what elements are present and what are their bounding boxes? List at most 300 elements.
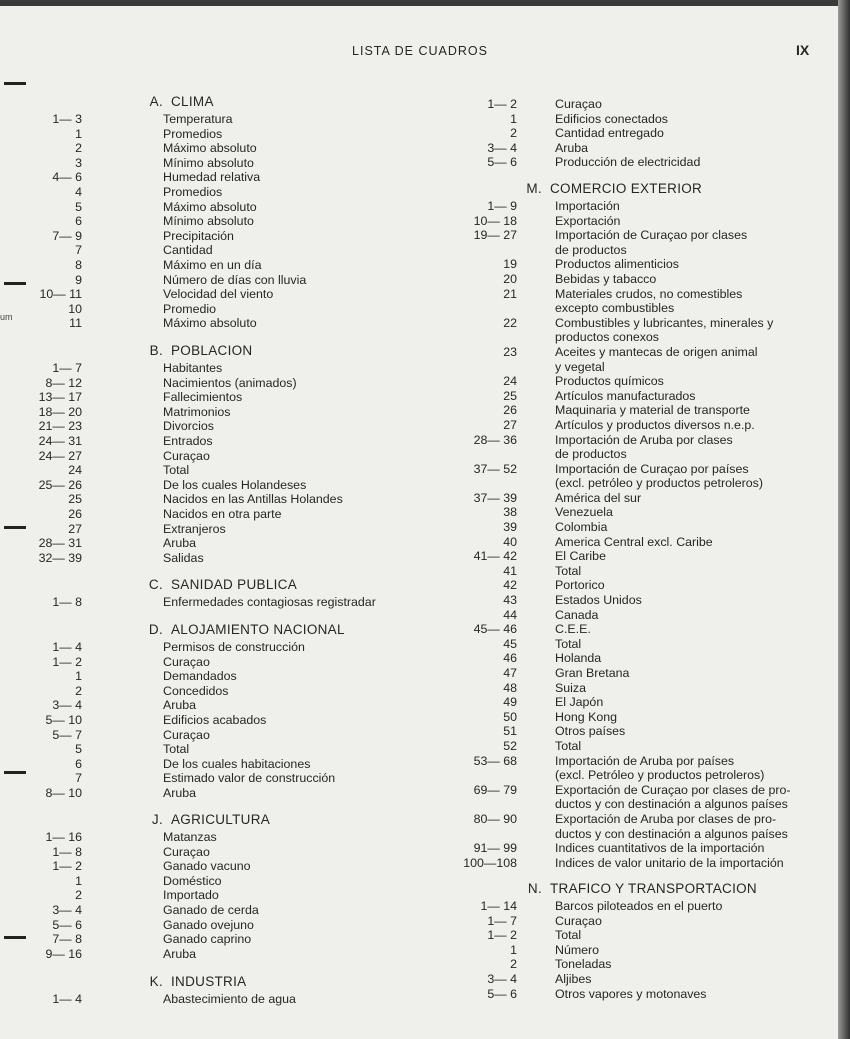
table-number: 91— 99	[473, 841, 517, 856]
section-letter: N.	[527, 881, 542, 896]
section-heading	[20, 341, 400, 361]
section-comercio-exterior	[440, 179, 830, 870]
table-title: Aruba	[163, 785, 197, 800]
table-list-entry	[20, 874, 400, 889]
table-list-entry	[440, 243, 830, 258]
table-number: 1— 14	[480, 899, 517, 913]
table-title: Aceites y mantecas de origen animal	[555, 344, 758, 359]
table-title: Entrados	[163, 433, 213, 448]
table-list-entry	[440, 272, 830, 287]
table-number: 1— 4	[52, 992, 82, 1006]
page-edge	[838, 0, 850, 1039]
table-list-entry	[20, 757, 400, 772]
table-list-entry	[440, 914, 830, 929]
table-title: Matanzas	[163, 830, 217, 844]
table-title: Curaçao	[163, 448, 210, 463]
table-list-entry	[440, 622, 830, 637]
table-title: Importación de Curaçao por países	[555, 461, 749, 476]
table-title: Holanda	[555, 651, 602, 666]
table-number: 19	[503, 257, 517, 272]
section-agricultura	[20, 810, 400, 961]
table-number: 1	[75, 669, 82, 684]
table-list-entry	[20, 449, 400, 464]
table-list-entry	[20, 112, 400, 127]
table-list-entry	[20, 273, 400, 288]
table-title: Venezuela	[555, 505, 613, 520]
table-title: Nacidos en las Antillas Holandes	[163, 492, 343, 507]
table-number: 6	[75, 214, 82, 229]
table-number: 26	[503, 403, 517, 418]
table-number: 8	[75, 257, 82, 272]
table-number: 3— 4	[52, 698, 82, 713]
table-title: Permisos de construcción	[163, 640, 305, 654]
table-list-entry	[440, 549, 830, 564]
table-title: Suiza	[555, 680, 586, 695]
table-number: 80— 90	[473, 811, 517, 826]
table-title: Total	[555, 563, 582, 578]
table-list-entry	[440, 141, 830, 156]
table-list-entry	[440, 899, 830, 914]
table-list-entry	[440, 972, 830, 987]
table-number: 24	[68, 463, 82, 478]
table-list-entry	[440, 418, 830, 433]
table-number: 2	[75, 888, 82, 903]
section-letter: K.	[149, 974, 163, 989]
table-number: 5— 10	[45, 712, 82, 727]
table-number: 7	[75, 243, 82, 258]
table-number: 10— 11	[39, 287, 82, 302]
table-number: 40	[503, 534, 517, 549]
table-title: Productos químicos	[555, 374, 664, 389]
page-number: IX	[796, 42, 810, 58]
section-title: COMERCIO EXTERIOR	[550, 181, 703, 196]
table-list-entry	[20, 903, 400, 918]
section-continued	[440, 97, 830, 170]
table-list-entry	[20, 214, 400, 229]
section-alojamiento-nacional	[20, 620, 400, 801]
table-number: 8— 12	[45, 375, 82, 390]
table-title: Edificios conectados	[555, 111, 668, 126]
table-list-entry	[440, 928, 830, 943]
section-heading	[440, 179, 830, 199]
table-list-entry	[20, 156, 400, 171]
table-list-entry	[440, 97, 830, 112]
table-title: Mínimo absoluto	[163, 214, 254, 229]
table-number: 1— 2	[52, 859, 82, 874]
table-title: El Caribe	[555, 549, 606, 564]
table-number: 10	[68, 301, 82, 316]
table-number: 1— 2	[487, 928, 517, 943]
section-heading	[20, 575, 400, 595]
table-title: Concedidos	[163, 683, 229, 698]
table-list-entry	[440, 681, 830, 696]
table-title: Máximo absoluto	[163, 316, 257, 331]
table-title: Importación de Aruba por clases	[555, 432, 733, 447]
table-title: De los cuales habitaciones	[163, 756, 311, 771]
table-list-entry	[440, 564, 830, 579]
table-number: 1— 2	[52, 654, 82, 669]
table-title: Productos alimenticios	[555, 257, 679, 272]
table-list-entry	[440, 943, 830, 958]
table-list-entry	[440, 957, 830, 972]
table-number: 8— 10	[45, 785, 82, 800]
table-number: 45	[503, 636, 517, 651]
table-list-entry	[20, 830, 400, 845]
table-title: Curaçao	[163, 654, 210, 669]
table-title: Salidas	[163, 550, 204, 565]
table-title: Importado	[163, 888, 219, 903]
section-title: SANIDAD PUBLICA	[171, 577, 298, 592]
table-title: Promedio	[163, 301, 217, 316]
table-number: 32— 39	[38, 550, 82, 565]
table-list-entry	[440, 301, 830, 316]
table-list-entry	[440, 797, 830, 812]
table-list-entry	[20, 771, 400, 786]
table-number: 13— 17	[38, 390, 82, 405]
table-title: Portorico	[555, 578, 605, 593]
table-number: 2	[75, 683, 82, 698]
table-title: Curaçao	[555, 913, 602, 928]
table-number: 18— 20	[38, 404, 82, 419]
table-list-entry	[440, 155, 830, 170]
table-list-entry	[20, 141, 400, 156]
table-number: 45— 46	[473, 622, 517, 637]
table-title: (excl. petróleo y productos petroleros)	[555, 476, 763, 491]
table-number: 69— 79	[473, 782, 517, 797]
table-title: Otros vapores y motonaves	[555, 986, 707, 1001]
table-title: Aruba	[163, 946, 197, 961]
table-number: 2	[510, 957, 517, 972]
section-heading	[20, 810, 400, 830]
table-title: Enfermedades contagiosas registradar	[163, 595, 376, 609]
table-number: 23	[503, 344, 517, 359]
table-title: Toneladas	[555, 957, 612, 972]
table-title: (excl. Petróleo y productos petroleros)	[555, 768, 765, 783]
table-title: Otros países	[555, 724, 626, 739]
table-title: Demandados	[163, 669, 237, 684]
table-number: 24— 31	[38, 433, 82, 448]
table-list-entry	[440, 126, 830, 141]
table-title: De los cuales Holandeses	[163, 477, 307, 492]
table-number: 48	[503, 680, 517, 695]
table-title: Artículos y productos diversos n.e.p.	[555, 417, 755, 432]
table-title: Indices de valor unitario de la importación	[555, 855, 784, 870]
table-number: 1— 3	[52, 112, 82, 126]
section-clima	[20, 92, 400, 331]
table-title: ductos y con destinación a algunos países	[555, 797, 788, 812]
table-list-entry	[20, 229, 400, 244]
section-letter: C.	[148, 577, 163, 592]
table-list-entry	[20, 859, 400, 874]
table-number: 5— 6	[487, 986, 517, 1001]
table-list-entry	[440, 812, 830, 827]
table-title: Aruba	[163, 698, 197, 713]
table-number: 41— 42	[473, 549, 517, 564]
table-title: Ganado de cerda	[163, 902, 259, 917]
table-title: Promedios	[163, 126, 223, 141]
table-list-entry	[20, 932, 400, 947]
table-title: Fallecimientos	[163, 390, 243, 405]
table-list-entry	[440, 112, 830, 127]
table-title: Aruba	[555, 140, 589, 155]
table-list-entry	[20, 551, 400, 566]
table-list-entry	[20, 655, 400, 670]
table-number: 46	[503, 651, 517, 666]
document-page	[0, 6, 838, 1039]
table-title: Total	[163, 463, 190, 478]
section-letter: A.	[149, 94, 163, 109]
table-number: 52	[503, 738, 517, 753]
table-number: 7— 8	[52, 932, 82, 947]
table-list-entry	[440, 520, 830, 535]
table-list-entry	[20, 992, 400, 1007]
table-number: 1— 8	[52, 844, 82, 859]
table-list-entry	[440, 447, 830, 462]
table-list-entry	[20, 463, 400, 478]
table-title: Cantidad	[163, 243, 213, 258]
table-number: 5— 7	[52, 727, 82, 742]
table-title: Total	[163, 742, 190, 757]
table-number: 1— 8	[52, 595, 82, 609]
table-title: Aljibes	[555, 971, 592, 986]
section-heading	[20, 972, 400, 992]
table-title: Importación	[555, 199, 620, 213]
table-title: Abastecimiento de agua	[163, 992, 296, 1006]
section-heading	[20, 620, 400, 640]
section-title: AGRICULTURA	[171, 812, 271, 827]
table-number: 1	[75, 873, 82, 888]
table-number: 19— 27	[473, 228, 517, 243]
table-title: Artículos manufacturados	[555, 388, 696, 403]
table-title: productos conexos	[555, 330, 660, 345]
table-list-entry	[440, 608, 830, 623]
table-list-entry	[20, 419, 400, 434]
table-list-entry	[440, 783, 830, 798]
table-title: Estados Unidos	[555, 593, 642, 608]
table-title: Barcos piloteados en el puerto	[555, 899, 723, 913]
table-title: Importación de Curaçao por clases	[555, 228, 748, 243]
section-title: INDUSTRIA	[171, 974, 247, 989]
table-list-entry	[440, 710, 830, 725]
table-title: Habitantes	[163, 361, 223, 375]
section-trafico-y-transportacion	[440, 879, 830, 1001]
table-list-entry	[440, 856, 830, 871]
table-title: Cantidad entregado	[555, 126, 664, 141]
table-list-entry	[440, 651, 830, 666]
table-title: Total	[555, 636, 582, 651]
table-list-entry	[20, 376, 400, 391]
table-list-entry	[20, 698, 400, 713]
table-list-entry	[440, 389, 830, 404]
table-number: 25	[503, 388, 517, 403]
table-list-entry	[20, 536, 400, 551]
table-number: 21— 23	[38, 419, 82, 434]
table-number: 4	[75, 184, 82, 199]
table-list-entry	[20, 845, 400, 860]
margin-note: um	[0, 312, 13, 322]
section-title: ALOJAMIENTO NACIONAL	[171, 622, 345, 637]
table-list-entry	[20, 888, 400, 903]
table-number: 9— 16	[45, 946, 82, 961]
table-title: Curaçao	[163, 844, 210, 859]
table-list-entry	[440, 433, 830, 448]
table-list-entry	[440, 754, 830, 769]
table-number: 7	[75, 771, 82, 786]
table-list-entry	[20, 200, 400, 215]
table-title: Importación de Aruba por países	[555, 753, 735, 768]
table-number: 3— 4	[487, 971, 517, 986]
table-title: Indices cuantitativos de la importación	[555, 841, 765, 856]
table-title: Hong Kong	[555, 709, 618, 724]
table-title: Materiales crudos, no comestibles	[555, 286, 743, 301]
table-list-entry	[20, 713, 400, 728]
table-list-entry	[440, 987, 830, 1002]
table-list-entry	[440, 535, 830, 550]
table-list-entry	[440, 666, 830, 681]
table-list-entry	[440, 257, 830, 272]
table-list-entry	[20, 287, 400, 302]
table-title: Total	[555, 928, 582, 943]
table-number: 28— 36	[473, 432, 517, 447]
table-title: de productos	[555, 242, 627, 257]
table-title: Exportación de Curaçao por clases de pro-	[555, 782, 791, 797]
table-list-entry	[20, 243, 400, 258]
table-list-entry	[440, 593, 830, 608]
section-title: POBLACION	[171, 343, 253, 358]
table-title: Temperatura	[163, 112, 233, 126]
table-number: 5— 6	[487, 155, 517, 170]
table-title: Nacidos en otra parte	[163, 506, 282, 521]
table-number: 37— 52	[473, 461, 517, 476]
table-title: Total	[555, 738, 582, 753]
table-number: 38	[503, 505, 517, 520]
table-list-entry	[20, 522, 400, 537]
table-title: Colombia	[555, 520, 608, 535]
table-list-entry	[20, 640, 400, 655]
table-number: 3— 4	[52, 902, 82, 917]
table-number: 7— 9	[52, 228, 82, 243]
table-title: Divorcios	[163, 419, 214, 434]
section-title: TRAFICO Y TRANSPORTACION	[550, 881, 757, 896]
running-header: LISTA DE CUADROS	[352, 44, 488, 58]
table-number: 1— 7	[52, 361, 82, 375]
section-letter: B.	[149, 343, 163, 358]
table-list-entry	[440, 214, 830, 229]
table-number: 24— 27	[38, 448, 82, 463]
section-industria	[20, 972, 400, 1007]
table-list-entry	[20, 258, 400, 273]
table-list-entry	[440, 287, 830, 302]
table-number: 1	[510, 942, 517, 957]
table-list-entry	[440, 827, 830, 842]
table-list-entry	[440, 360, 830, 375]
table-list-entry	[440, 345, 830, 360]
table-list-entry	[20, 507, 400, 522]
table-title: Bebidas y tabacco	[555, 271, 657, 286]
table-title: C.E.E.	[555, 622, 591, 637]
table-number: 5	[75, 742, 82, 757]
table-number: 44	[503, 607, 517, 622]
table-title: Precipitación	[163, 228, 234, 243]
table-title: Matrimonios	[163, 404, 231, 419]
table-title: ductos y con destinación a algunos países	[555, 826, 788, 841]
table-list-entry	[20, 947, 400, 962]
table-title: America Central excl. Caribe	[555, 534, 713, 549]
table-list-entry	[20, 434, 400, 449]
table-number: 22	[503, 315, 517, 330]
table-number: 26	[68, 506, 82, 521]
table-list-entry	[440, 578, 830, 593]
section-heading	[20, 92, 400, 112]
table-title: Canada	[555, 607, 599, 622]
table-number: 25	[68, 492, 82, 507]
table-number: 24	[503, 374, 517, 389]
table-list-entry	[440, 228, 830, 243]
table-number: 6	[75, 756, 82, 771]
table-list-entry	[20, 595, 400, 610]
table-list-entry	[20, 316, 400, 331]
table-title: Mínimo absoluto	[163, 155, 254, 170]
table-title: Gran Bretana	[555, 666, 630, 680]
table-number: 41	[503, 563, 517, 578]
table-title: Doméstico	[163, 873, 222, 888]
table-list-entry	[20, 127, 400, 142]
table-list-entry	[20, 684, 400, 699]
table-number: 37— 39	[473, 490, 517, 505]
table-number: 3— 4	[487, 140, 517, 155]
table-title: Humedad relativa	[163, 170, 261, 185]
section-letter: D.	[148, 622, 163, 637]
table-list-entry	[440, 841, 830, 856]
table-title: excepto combustibles	[555, 301, 675, 316]
table-number: 27	[68, 521, 82, 536]
table-title: Máximo en un día	[163, 257, 262, 272]
table-list-entry	[440, 724, 830, 739]
table-title: Curaçao	[163, 727, 210, 742]
table-list-entry	[440, 403, 830, 418]
table-title: El Japón	[555, 695, 604, 710]
table-title: Promedios	[163, 184, 223, 199]
table-number: 5— 6	[52, 917, 82, 932]
table-title: Edificios acabados	[163, 712, 267, 727]
table-title: Exportación	[555, 213, 621, 228]
table-list-entry	[20, 918, 400, 933]
table-number: 47	[503, 666, 517, 680]
table-number: 21	[503, 286, 517, 301]
table-number: 49	[503, 695, 517, 710]
table-list-entry	[440, 316, 830, 331]
table-title: Máximo absoluto	[163, 141, 257, 156]
table-title: Combustibles y lubricantes, minerales y	[555, 315, 774, 330]
table-list-entry	[440, 505, 830, 520]
table-list-entry	[440, 462, 830, 477]
table-title: Producción de electricidad	[555, 155, 701, 170]
table-number: 27	[503, 417, 517, 432]
table-title: Número de días con lluvia	[163, 272, 307, 287]
table-list-entry	[440, 199, 830, 214]
table-title: Estimado valor de construcción	[163, 771, 336, 786]
table-title: Ganado caprino	[163, 932, 252, 947]
table-title: Velocidad del viento	[163, 287, 274, 302]
section-letter: J.	[151, 812, 163, 827]
table-list-entry	[20, 669, 400, 684]
table-number: 1— 9	[487, 199, 517, 213]
table-number: 20	[503, 271, 517, 286]
table-number: 2	[75, 141, 82, 156]
binding-mark	[4, 82, 26, 85]
section-sanidad-publica	[20, 575, 400, 610]
table-list-entry	[20, 302, 400, 317]
